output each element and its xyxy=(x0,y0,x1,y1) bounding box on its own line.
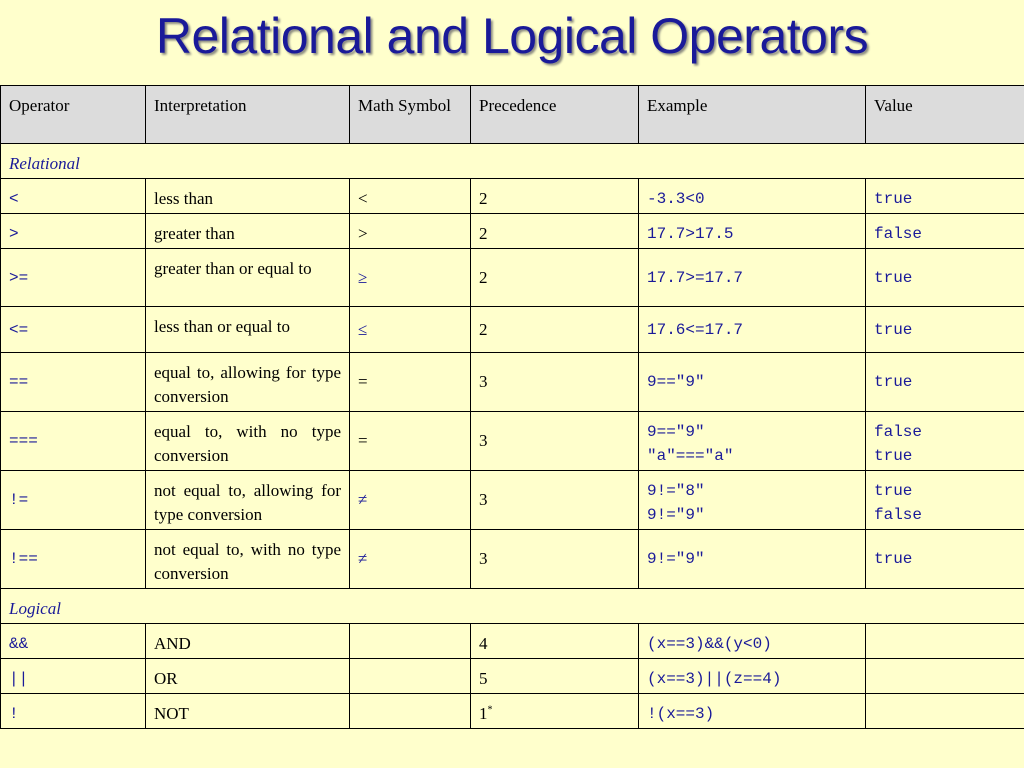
example-cell: 17.7>=17.7 xyxy=(639,249,866,307)
precedence-cell: 3 xyxy=(471,471,639,530)
precedence-cell: 2 xyxy=(471,249,639,307)
table-row xyxy=(1,659,1024,694)
precedence-value: 1 xyxy=(479,704,488,723)
value-cell: false true xyxy=(866,412,1024,471)
table-row xyxy=(1,249,1024,307)
interpretation-cell: less than or equal to xyxy=(146,307,350,353)
interpretation-cell: equal to, with no type conversion xyxy=(146,412,350,471)
interpretation-cell: OR xyxy=(146,659,350,694)
math-symbol-cell xyxy=(350,624,471,659)
precedence-cell: 2 xyxy=(471,214,639,249)
math-symbol-cell: = xyxy=(350,412,471,471)
operator-cell: > xyxy=(1,214,146,249)
value-cell: false xyxy=(866,214,1024,249)
value-cell xyxy=(866,694,1024,729)
table-header-row xyxy=(1,86,1024,144)
operator-cell: && xyxy=(1,624,146,659)
interpretation-cell: AND xyxy=(146,624,350,659)
value-cell: true xyxy=(866,179,1024,214)
example-cell: 9=="9" "a"==="a" xyxy=(639,412,866,471)
precedence-cell: 4 xyxy=(471,624,639,659)
table-row xyxy=(1,530,1024,589)
interpretation-cell: not equal to, allowing for type conversion xyxy=(146,471,350,530)
value-cell: true xyxy=(866,353,1024,412)
example-cell: (x==3)||(z==4) xyxy=(639,659,866,694)
math-symbol-cell: ≥ xyxy=(350,249,471,307)
operators-table xyxy=(0,85,1024,729)
value-cell: true false xyxy=(866,471,1024,530)
math-symbol-cell: ≤ xyxy=(350,307,471,353)
header-math-symbol: Math Symbol xyxy=(350,86,471,144)
value-cell xyxy=(866,624,1024,659)
operator-cell: == xyxy=(1,353,146,412)
precedence-cell: 2 xyxy=(471,307,639,353)
table-row xyxy=(1,412,1024,471)
precedence-cell: 2 xyxy=(471,179,639,214)
operator-cell: !== xyxy=(1,530,146,589)
precedence-cell xyxy=(471,694,639,729)
table-row xyxy=(1,214,1024,249)
footnote-marker: * xyxy=(487,704,493,716)
math-symbol-cell: < xyxy=(350,179,471,214)
operator-cell: >= xyxy=(1,249,146,307)
section-label-logical: Logical xyxy=(1,589,1024,624)
math-symbol-cell xyxy=(350,659,471,694)
example-cell: 17.6<=17.7 xyxy=(639,307,866,353)
value-cell: true xyxy=(866,530,1024,589)
example-cell: 9=="9" xyxy=(639,353,866,412)
table-row xyxy=(1,694,1024,729)
table-row xyxy=(1,307,1024,353)
value-cell: true xyxy=(866,307,1024,353)
value-cell: true xyxy=(866,249,1024,307)
operator-cell: === xyxy=(1,412,146,471)
table-row xyxy=(1,353,1024,412)
precedence-cell: 3 xyxy=(471,530,639,589)
interpretation-cell: not equal to, with no type conversion xyxy=(146,530,350,589)
operator-cell: != xyxy=(1,471,146,530)
operator-cell: ! xyxy=(1,694,146,729)
math-symbol-cell: ≠ xyxy=(350,530,471,589)
operator-cell: || xyxy=(1,659,146,694)
table-row xyxy=(1,179,1024,214)
precedence-cell: 5 xyxy=(471,659,639,694)
example-cell: !(x==3) xyxy=(639,694,866,729)
interpretation-cell: equal to, allowing for type conversion xyxy=(146,353,350,412)
interpretation-cell: greater than xyxy=(146,214,350,249)
math-symbol-cell: > xyxy=(350,214,471,249)
interpretation-cell: greater than or equal to xyxy=(146,249,350,307)
header-interpretation: Interpretation xyxy=(146,86,350,144)
math-symbol-cell: = xyxy=(350,353,471,412)
table-row xyxy=(1,624,1024,659)
example-cell: -3.3<0 xyxy=(639,179,866,214)
precedence-cell: 3 xyxy=(471,353,639,412)
slide-title: Relational and Logical Operators xyxy=(155,8,869,64)
header-precedence: Precedence xyxy=(471,86,639,144)
interpretation-cell: NOT xyxy=(146,694,350,729)
value-cell xyxy=(866,659,1024,694)
table-row xyxy=(1,471,1024,530)
example-cell: 17.7>17.5 xyxy=(639,214,866,249)
math-symbol-cell xyxy=(350,694,471,729)
header-example: Example xyxy=(639,86,866,144)
operator-cell: <= xyxy=(1,307,146,353)
operator-cell: < xyxy=(1,179,146,214)
section-label-relational: Relational xyxy=(1,144,1024,179)
section-row-logical xyxy=(1,589,1024,624)
example-cell: 9!="9" xyxy=(639,530,866,589)
example-cell: 9!="8" 9!="9" xyxy=(639,471,866,530)
header-value: Value xyxy=(866,86,1024,144)
interpretation-cell: less than xyxy=(146,179,350,214)
math-symbol-cell: ≠ xyxy=(350,471,471,530)
section-row-relational xyxy=(1,144,1024,179)
example-cell: (x==3)&&(y<0) xyxy=(639,624,866,659)
header-operator: Operator xyxy=(1,86,146,144)
precedence-cell: 3 xyxy=(471,412,639,471)
